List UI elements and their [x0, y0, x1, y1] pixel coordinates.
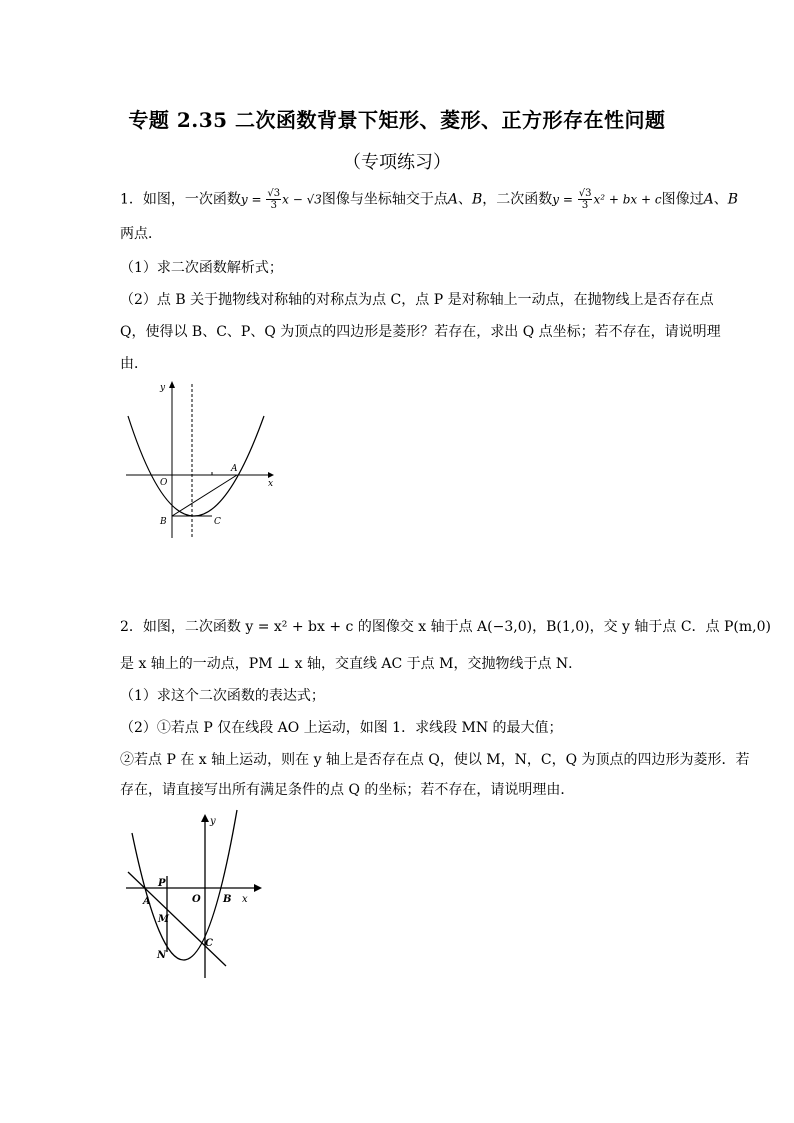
page-title: 专题 2.35 二次函数背景下矩形、菱形、正方形存在性问题 [128, 108, 666, 132]
q1-point-b2: B [727, 191, 739, 208]
q1-part2-line2: Q，使得以 B、C、P、Q 为顶点的四边形是菱形？若存在，求出 Q 点坐标；若不存在，请说明理 [120, 324, 721, 340]
q1-frac2 [578, 188, 593, 211]
q2-part2: （2）①若点 P 仅在线段 AO 上运动，如图 1．求线段 MN 的最大值； [120, 720, 563, 736]
q1-line2: 两点． [120, 226, 162, 242]
q1-label-x: x [268, 479, 274, 489]
q1-line-ab [172, 475, 237, 516]
q1-text-d: 图像过 [661, 191, 704, 208]
q1-frac1-den: 3 [270, 200, 277, 211]
q2-label-m: M [158, 914, 170, 925]
q1-text-a: 1．如图，一次函数 [120, 191, 241, 208]
q1-label-c: C [214, 517, 221, 527]
q2-label-b: B [223, 894, 232, 905]
q1-x-arrow [268, 472, 274, 478]
q1-part2-line1: （2）点 B 关于抛物线对称轴的对称点为点 C，点 P 是对称轴上一动点，在抛物线上是否存在点 [120, 292, 714, 308]
q1-figure [120, 378, 280, 543]
q1-part2-line3: 由． [120, 356, 148, 372]
q1-point-b: B [471, 191, 483, 208]
q2-x-arrow [254, 884, 262, 892]
q1-frac2-den: 3 [581, 200, 589, 211]
q2-label-y: y [210, 816, 216, 827]
q2-parabola [132, 810, 237, 960]
q1-eq2-tail: x² + bx + c [593, 192, 662, 207]
q2-line1: 2．如图，二次函数 y = x² + bx + c 的图像交 x 轴于点 A(−3,0)，B(1,0)，交 y 轴于点 C．点 P(m,0) [120, 619, 771, 635]
q2-label-p: P [158, 878, 166, 889]
q1-frac2-num: √3 [578, 188, 592, 199]
q2-label-a: A [143, 896, 151, 907]
q1-label-b: B [160, 517, 167, 527]
q2-label-o: O [192, 894, 201, 905]
q2-label-c: C [205, 938, 213, 949]
q2-label-n: N [157, 950, 167, 961]
q1-label-y: y [160, 383, 166, 393]
q1-text-c: ，二次函数 [482, 191, 553, 208]
q2-figure [122, 808, 262, 983]
q1-text-b: 图像与坐标轴交于点 [321, 191, 448, 208]
q1-frac1-num: √3 [267, 188, 281, 199]
q1-frac1 [266, 188, 281, 211]
q1-eq1-lhs: y = [240, 192, 266, 207]
q1-part1: （1）求二次函数解析式； [120, 260, 283, 276]
q1-eq2-lhs: y = [552, 192, 577, 207]
page-subtitle: （专项练习） [343, 152, 451, 173]
q1-line1 [120, 188, 739, 211]
q1-sep1: 、 [457, 191, 472, 208]
q1-label-a: A [231, 464, 238, 474]
q1-y-arrow [169, 381, 175, 388]
q1-label-o: O [160, 478, 168, 488]
q2-part1: （1）求这个二次函数的表达式； [120, 688, 325, 704]
q1-point-a2: A [703, 191, 714, 208]
q2-label-x: x [242, 894, 248, 905]
q1-point-a: A [447, 191, 458, 208]
q2-part3-line1: ②若点 P 在 x 轴上运动，则在 y 轴上是否存在点 Q，使以 M，N，C，Q 为顶点的四边形为菱形．若 [120, 752, 750, 768]
q2-line2: 是 x 轴上的一动点，PM ⊥ x 轴，交直线 AC 于点 M，交抛物线于点 N． [120, 656, 583, 672]
q2-y-arrow [201, 814, 209, 822]
q1-eq1-tail: x − √3 [282, 192, 322, 207]
q2-part3-line2: 存在，请直接写出所有满足条件的点 Q 的坐标；若不存在，请说明理由． [120, 782, 575, 798]
q1-sep2: 、 [713, 191, 728, 208]
